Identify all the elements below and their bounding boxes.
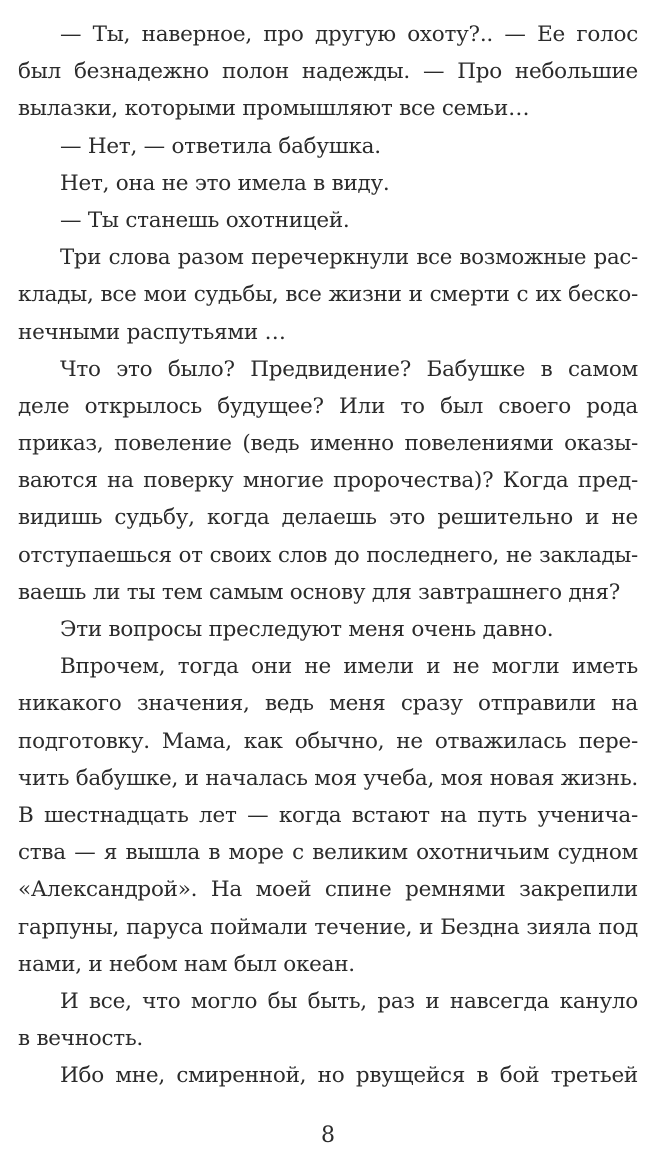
page-body-text	[18, 16, 638, 1094]
text-line: чить бабушке, и началась моя учеба, моя новая жизнь.	[18, 765, 639, 791]
text-line: — Ты, наверное, про другую охоту?.. — Ее голос	[60, 22, 638, 47]
text-line: нечными распутьями …	[18, 319, 286, 345]
text-line: — Нет, — ответила бабушка.	[60, 133, 381, 159]
book-page	[18, 0, 638, 1156]
text-line: Эти вопросы преследуют меня очень давно.	[60, 617, 554, 642]
text-line: отступаешься от своих слов до последнего, не заклады-	[18, 542, 638, 568]
text-line: В шестнадцать лет — когда встают на путь ученича-	[18, 802, 638, 828]
text-line: Три слова разом перечеркнули все возможные рас-	[60, 245, 638, 271]
text-line: ваются на поверку многие пророчества)? Когда пред-	[18, 468, 638, 494]
text-line: был безнадежно полон надежды. — Про небольшие	[18, 59, 638, 85]
text-line: в вечность.	[18, 1026, 143, 1052]
text-line: — Ты станешь охотницей.	[60, 207, 350, 233]
text-line: Ибо мне, смиренной, но рвущейся в бой третьей	[60, 1063, 638, 1089]
text-line: никакого значения, ведь меня сразу отправили на	[18, 691, 638, 717]
text-line: видишь судьбу, когда делаешь это решительно и не	[18, 505, 638, 531]
text-line: клады, все мои судьбы, все жизни и смерти с их беско-	[18, 282, 638, 308]
text-line: приказ, повеление (ведь именно повелениями оказы-	[18, 431, 638, 457]
text-line: И все, что могло бы быть, раз и навсегда кануло	[60, 988, 638, 1014]
text-line: Впрочем, тогда они не имели и не могли иметь	[60, 654, 638, 680]
text-line: гарпуны, паруса поймали течение, и Бездна зияла под	[18, 914, 638, 940]
text-line: деле открылось будущее? Или то был своего рода	[18, 393, 638, 419]
text-line: вылазки, которыми промышляют все семьи…	[18, 96, 530, 122]
text-line: нами, и небом нам был океан.	[18, 951, 355, 977]
text-line: ства — я вышла в море с великим охотничьим судном	[18, 840, 638, 866]
text-line: «Александрой». На моей спине ремнями закрепили	[18, 877, 638, 903]
text-line: Что это было? Предвидение? Бабушке в самом	[60, 356, 638, 382]
text-line: ваешь ли ты тем самым основу для завтрашнего дня?	[18, 579, 621, 605]
text-line: подготовку. Мама, как обычно, не отважилась пере-	[18, 728, 638, 754]
page-number: 8	[321, 1123, 335, 1148]
text-line: Нет, она не это имела в виду.	[60, 170, 390, 196]
